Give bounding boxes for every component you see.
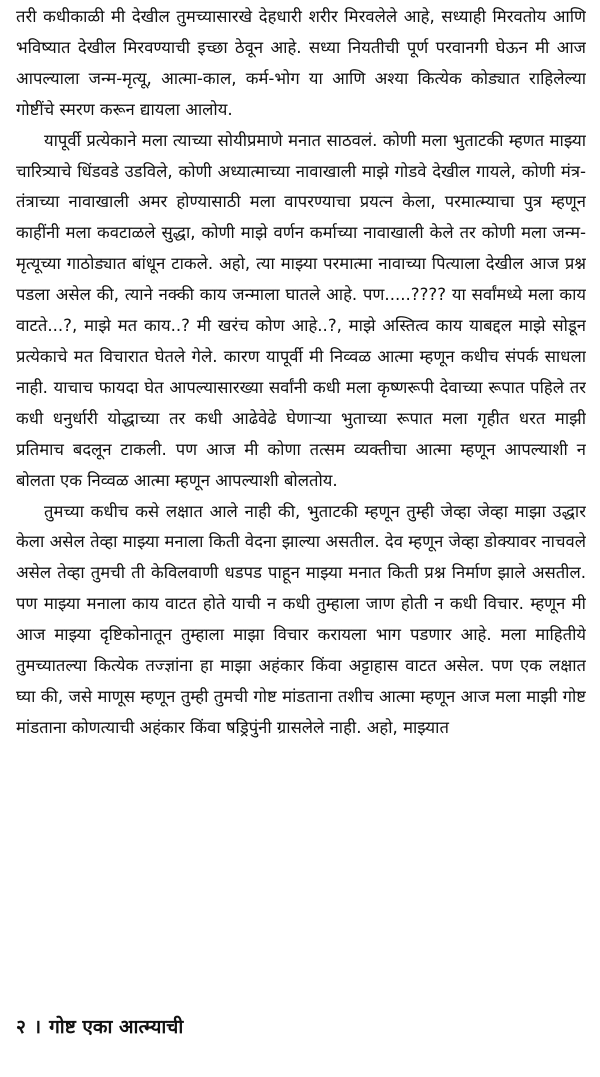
page-footer xyxy=(16,1014,183,1040)
body-text xyxy=(16,2,586,962)
paragraph-3: तुमच्या कधीच कसे लक्षात आले नाही की, भुताटकी म्हणून तुम्ही जेव्हा जेव्हा माझा उद्धार केला असेल तेव्हा माझ्या मनाला किती वेदना झाल्या असतील. देव म्हणून जेव्हा डोक्यावर नाचवले असेल तेव्हा तुमची ती केविलवाणी धडपड पाहून माझ्या मनात किती प्रश्न निर्माण झाले असतील. पण माझ्या मनाला काय वाटत होते याची न कधी तुम्हाला जाण होती न कधी विचार. म्हणून मी आज माझ्या दृष्टिकोनातून तुम्हाला माझा विचार करायला भाग पडणार आहे. मला माहितीये तुमच्यातल्या कित्येक तज्ज्ञांना हा माझा अहंकार किंवा अट्टाहास वाटत असेल. पण एक लक्षात घ्या की, जसे माणूस म्हणून तुम्ही तुमची गोष्ट मांडताना तशीच आत्मा म्हणून आज मला माझी गोष्ट मांडताना कोणत्याची अहंकार किंवा षड्रिपुंनी ग्रासलेले नाही. अहो, माझ्यात xyxy=(16,501,586,737)
paragraph-2: यापूर्वी प्रत्येकाने मला त्याच्या सोयीप्रमाणे मनात साठवलं. कोणी मला भुताटकी म्हणत माझ्या चारित्र्याचे धिंडवडे उडविले, कोणी अध्यात्माच्या नावाखाली माझे गोडवे देखील गायले, कोणी मंत्र-तंत्राच्या नावाखाली अमर होण्यासाठी मला वापरण्याचा प्रयत्न केला, परमात्म्याचा पुत्र म्हणून काहींनी मला कवटाळले सुद्धा, कोणी माझे वर्णन कर्माच्या नावाखाली केले तर कोणी मला जन्म-मृत्यूच्या गाठोड्यात बांधून टाकले. अहो, त्या माझ्या परमात्मा नावाच्या पित्याला देखील आज प्रश्न पडला असेल की, त्याने नक्की काय जन्माला घातले आहे. पण.....???? या सर्वांमध्ये मला काय वाटते...?, माझे मत काय..? मी खरंच कोण आहे..?, माझे अस्तित्व काय याबद्दल माझे सोडून प्रत्येकाचे मत विचारात घेतले गेले. कारण यापूर्वी मी निव्वळ आत्मा म्हणून कधीच संपर्क साधला नाही. याचाच फायदा घेत आपल्यासारख्या सर्वांनी कधी मला कृष्णरूपी देवाच्या रूपात पहिले तर कधी धनुर्धारी योद्धाच्या तर कधी आढेवेढे घेणाऱ्या भुताच्या रूपात मला गृहीत धरत माझी प्रतिमाच बदलून टाकली. पण आज मी कोणा तत्सम व्यक्तीचा आत्मा म्हणून आपल्याशी न बोलता एक निव्वळ आत्मा म्हणून आपल्याशी बोलतोय. xyxy=(16,130,586,490)
footer-separator: । xyxy=(33,1016,42,1038)
page-number: २ xyxy=(16,1016,26,1038)
paragraph-1: तरी कधीकाळी मी देखील तुमच्यासारखे देहधारी शरीर मिरवलेले आहे, सध्याही मिरवतोय आणि भविष्यात देखील मिरवण्याची इच्छा ठेवून आहे. सध्या नियतीची पूर्ण परवानगी घेऊन मी आज आपल्याला जन्म-मृत्यू, आत्मा-काल, कर्म-भोग या आणि अश्या कित्येक कोड्यात राहिलेल्या गोष्टींचे स्मरण करून द्यायला आलोय. xyxy=(16,7,586,119)
book-title: गोष्ट एका आत्म्याची xyxy=(49,1016,184,1038)
